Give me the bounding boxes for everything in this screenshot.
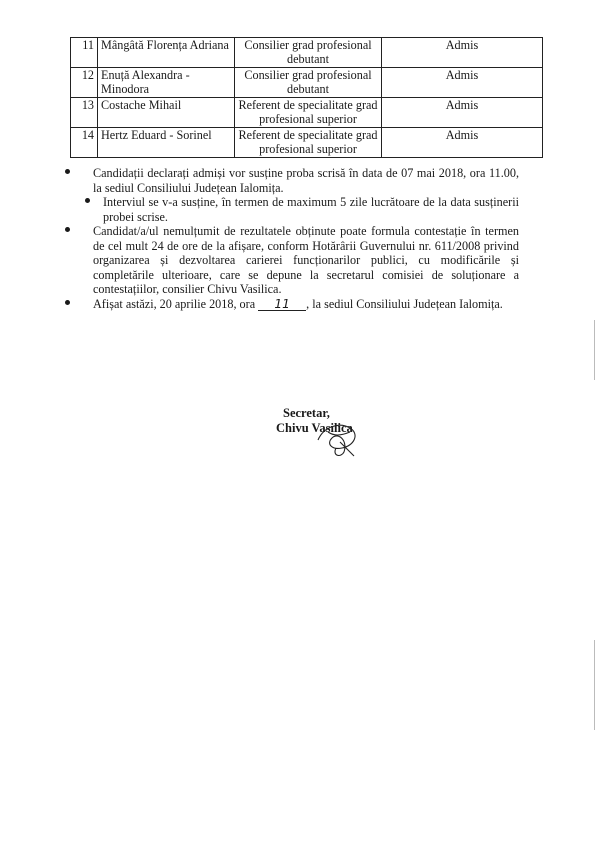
scan-edge-mark	[594, 320, 595, 380]
scan-edge-mark	[594, 640, 595, 730]
note-appeal	[93, 224, 519, 297]
signature-title: Secretar,	[283, 406, 330, 420]
position-title: Referent de specialitate grad profesional superior	[235, 128, 382, 158]
result-status: Admis	[382, 38, 543, 68]
note-posted	[93, 297, 519, 312]
position-title: Consilier grad profesional debutant	[235, 38, 382, 68]
note-interview	[103, 195, 519, 224]
candidate-name: Hertz Eduard - Sorinel	[98, 128, 235, 158]
table-row	[71, 38, 543, 68]
note-exam-date	[93, 166, 519, 195]
row-number: 14	[71, 128, 98, 158]
bullet-icon	[65, 300, 70, 305]
bullet-icon	[85, 198, 90, 203]
note-text: Candidații declarați admiși vor susține proba scrisă în data de 07 mai 2018, ora 11.00, la sediul Consiliului Județean Ialomița.	[93, 166, 519, 195]
handwritten-hour: 11	[258, 298, 306, 311]
candidate-name: Costache Mihail	[98, 98, 235, 128]
bullet-icon	[65, 169, 70, 174]
table-row	[71, 128, 543, 158]
note-text: Interviul se v-a susține, în termen de maximum 5 zile lucrătoare de la data susținerii probei scrise.	[103, 195, 519, 224]
table-row	[71, 68, 543, 98]
position-title: Consilier grad profesional debutant	[235, 68, 382, 98]
results-table	[70, 37, 543, 158]
signature-name: Chivu Vasilica	[276, 421, 353, 435]
row-number: 11	[71, 38, 98, 68]
row-number: 13	[71, 98, 98, 128]
bullet-icon	[65, 227, 70, 232]
position-title: Referent de specialitate grad profesional superior	[235, 98, 382, 128]
table-row	[71, 98, 543, 128]
notes-list	[93, 166, 519, 311]
note-text-after: , la sediul Consiliului Județean Ialomița.	[306, 296, 503, 311]
candidate-name: Enuță Alexandra - Minodora	[98, 68, 235, 98]
note-text: Candidat/a/ul nemulțumit de rezultatele obținute poate formula contestație în termen de cel mult 24 de ore de la afișare, conform Hotărârii Guvernului nr. 611/2008 privind organizarea și dezvoltarea carierei funcționarilor publici, cu modificările și completările ulterioare, care se depune la secretarul comisiei de soluționare a contestațiilor, consilier Chivu Vasilica.	[93, 224, 519, 296]
row-number: 12	[71, 68, 98, 98]
result-status: Admis	[382, 68, 543, 98]
result-status: Admis	[382, 128, 543, 158]
candidate-name: Mângâtă Florența Adriana	[98, 38, 235, 68]
handwritten-signature-icon	[310, 418, 365, 460]
result-status: Admis	[382, 98, 543, 128]
note-text-before: Afișat astăzi, 20 aprilie 2018, ora	[93, 296, 256, 311]
results-table-body	[71, 38, 543, 158]
